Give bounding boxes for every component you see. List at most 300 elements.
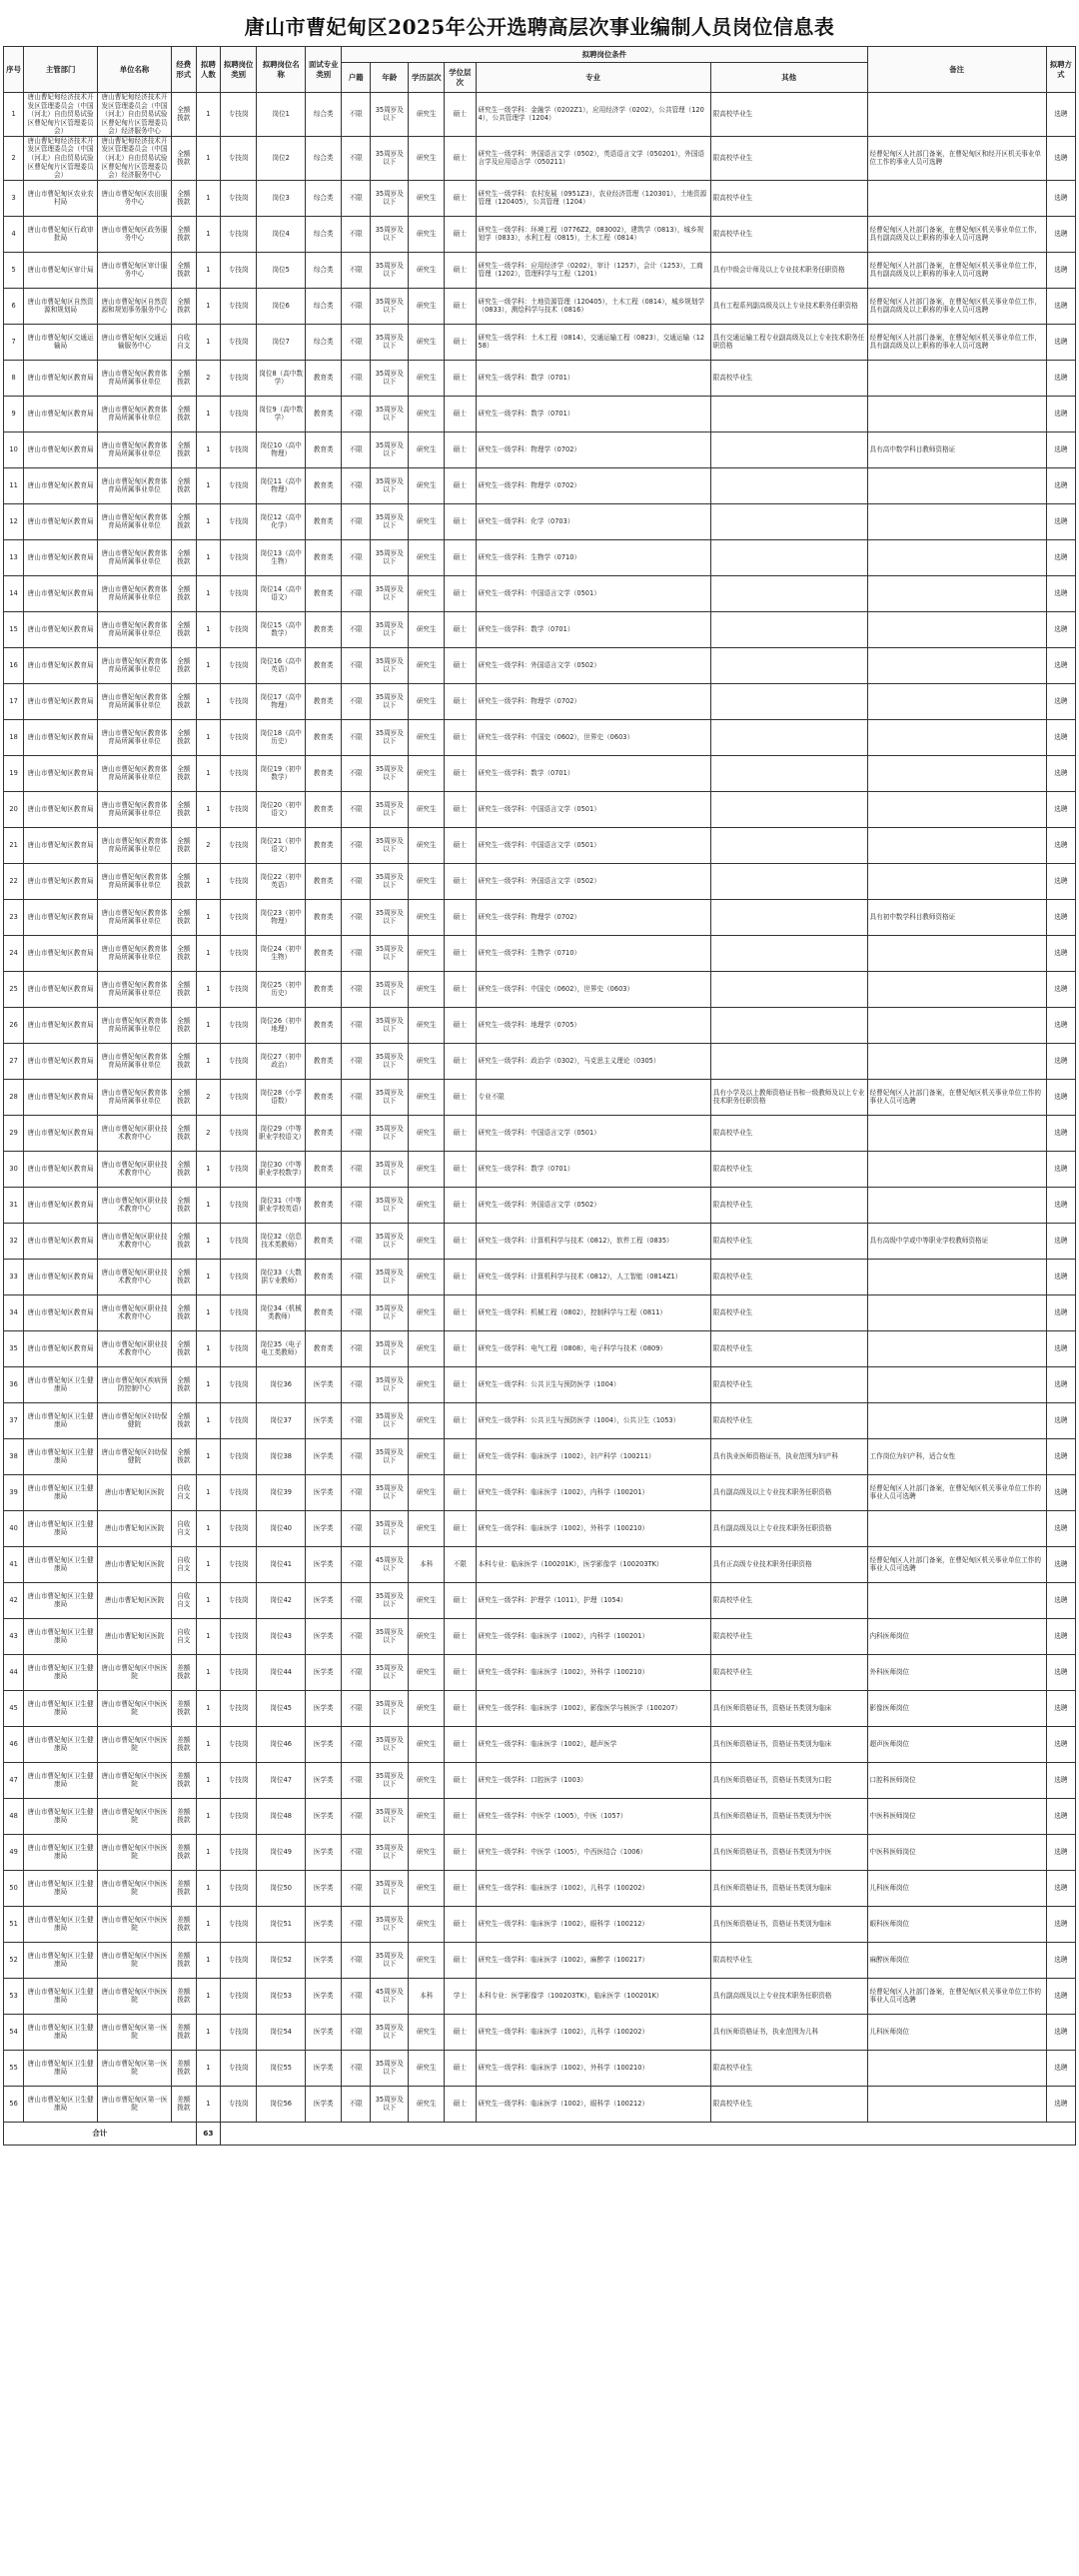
cell-seq: 16 xyxy=(4,647,24,683)
cell-dept: 唐山市曹妃甸区教育局 xyxy=(24,827,98,863)
cell-remarks xyxy=(867,611,1046,647)
cell-other xyxy=(710,791,867,827)
table-row xyxy=(4,1366,1076,1402)
cell-household: 不限 xyxy=(342,324,371,360)
table-row xyxy=(4,431,1076,467)
cell-post-category: 专技岗 xyxy=(221,93,257,137)
cell-exam-type: 医学类 xyxy=(306,1474,342,1510)
table-row xyxy=(4,136,1076,180)
cell-age: 35周岁及以下 xyxy=(371,1330,409,1366)
cell-major: 研究生一级学科：农村发展（0951Z3），农业经济管理（120301），土地资源管理（120405），公共管理（1204） xyxy=(476,180,710,216)
cell-count: 1 xyxy=(196,252,221,288)
cell-education: 研究生 xyxy=(409,93,445,137)
cell-dept: 唐山市曹妃甸区卫生健康局 xyxy=(24,1798,98,1834)
cell-household: 不限 xyxy=(342,1115,371,1151)
cell-other xyxy=(710,1043,867,1079)
cell-method: 选聘 xyxy=(1046,1690,1075,1726)
table-row xyxy=(4,1834,1076,1870)
table-row xyxy=(4,1187,1076,1223)
cell-funding: 全额拨款 xyxy=(171,1330,196,1366)
table-row xyxy=(4,1798,1076,1834)
cell-funding: 全额拨款 xyxy=(171,252,196,288)
cell-funding: 全额拨款 xyxy=(171,1223,196,1259)
header-exam-type: 面试专业类别 xyxy=(306,47,342,93)
cell-other: 具有医师资格证书，资格证书类别为中医 xyxy=(710,1798,867,1834)
cell-seq: 55 xyxy=(4,2050,24,2086)
cell-post-name: 岗位12（高中化学） xyxy=(257,503,306,539)
cell-other: 具有副高级及以上专业技术职务任职资格 xyxy=(710,1474,867,1510)
cell-post-category: 专技岗 xyxy=(221,1151,257,1187)
cell-degree: 硕士 xyxy=(445,791,476,827)
cell-major: 研究生一级学科：中国语言文学（0501） xyxy=(476,575,710,611)
cell-count: 1 xyxy=(196,1366,221,1402)
cell-method: 选聘 xyxy=(1046,1906,1075,1942)
cell-dept: 唐山市曹妃甸区卫生健康局 xyxy=(24,1978,98,2014)
cell-other: 限高校毕业生 xyxy=(710,1259,867,1294)
cell-unit: 唐山市曹妃甸区教育体育局所属事业单位 xyxy=(98,360,172,396)
cell-seq: 14 xyxy=(4,575,24,611)
cell-age: 35周岁及以下 xyxy=(371,216,409,252)
cell-education: 研究生 xyxy=(409,539,445,575)
cell-seq: 54 xyxy=(4,2014,24,2050)
cell-education: 研究生 xyxy=(409,1187,445,1223)
cell-exam-type: 教育类 xyxy=(306,1115,342,1151)
cell-major: 研究生一级学科：地理学（0705） xyxy=(476,1007,710,1043)
table-row xyxy=(4,467,1076,503)
cell-method: 选聘 xyxy=(1046,935,1075,971)
cell-unit: 唐山市曹妃甸区第一医院 xyxy=(98,2086,172,2122)
cell-education: 研究生 xyxy=(409,2086,445,2122)
cell-exam-type: 教育类 xyxy=(306,467,342,503)
cell-count: 1 xyxy=(196,503,221,539)
cell-household: 不限 xyxy=(342,935,371,971)
cell-age: 35周岁及以下 xyxy=(371,93,409,137)
cell-unit: 唐山市曹妃甸区教育体育局所属事业单位 xyxy=(98,1043,172,1079)
cell-count: 1 xyxy=(196,216,221,252)
cell-method: 选聘 xyxy=(1046,1978,1075,2014)
cell-method: 选聘 xyxy=(1046,1546,1075,1582)
cell-other: 具有医师资格证书，资格证书类别为口腔 xyxy=(710,1762,867,1798)
cell-post-name: 岗位28（小学语数） xyxy=(257,1079,306,1115)
cell-degree: 硕士 xyxy=(445,611,476,647)
cell-post-name: 岗位34（机械类教师） xyxy=(257,1294,306,1330)
table-row xyxy=(4,288,1076,324)
table-row xyxy=(4,1007,1076,1043)
cell-major: 研究生一级学科：土地资源管理（120405），土木工程（0814），城乡规划学（0833），测绘科学与技术（0816） xyxy=(476,288,710,324)
cell-post-name: 岗位29（中等职业学校语文） xyxy=(257,1115,306,1151)
cell-count: 2 xyxy=(196,1115,221,1151)
cell-remarks: 眼科医师岗位 xyxy=(867,1906,1046,1942)
cell-education: 研究生 xyxy=(409,1474,445,1510)
cell-seq: 6 xyxy=(4,288,24,324)
cell-major: 研究生一级学科：化学（0703） xyxy=(476,503,710,539)
cell-exam-type: 医学类 xyxy=(306,1906,342,1942)
cell-unit: 唐山市曹妃甸区教育体育局所属事业单位 xyxy=(98,467,172,503)
cell-exam-type: 教育类 xyxy=(306,539,342,575)
cell-other xyxy=(710,899,867,935)
cell-exam-type: 医学类 xyxy=(306,2086,342,2122)
cell-unit: 唐山市曹妃甸区医院 xyxy=(98,1582,172,1618)
cell-age: 35周岁及以下 xyxy=(371,827,409,863)
cell-age: 35周岁及以下 xyxy=(371,2050,409,2086)
table-row xyxy=(4,1618,1076,1654)
cell-exam-type: 教育类 xyxy=(306,360,342,396)
cell-count: 1 xyxy=(196,1510,221,1546)
cell-post-name: 岗位42 xyxy=(257,1582,306,1618)
cell-method: 选聘 xyxy=(1046,396,1075,431)
cell-exam-type: 医学类 xyxy=(306,1402,342,1438)
cell-seq: 28 xyxy=(4,1079,24,1115)
cell-remarks xyxy=(867,1043,1046,1079)
cell-funding: 全额拨款 xyxy=(171,216,196,252)
cell-unit: 唐山市曹妃甸区医院 xyxy=(98,1618,172,1654)
cell-funding: 差额拨款 xyxy=(171,1870,196,1906)
cell-exam-type: 教育类 xyxy=(306,1223,342,1259)
cell-major: 研究生一级学科：环境工程（0776Z2，083002），建筑学（0813），城乡规划学（0833），水利工程（0815），土木工程（0814） xyxy=(476,216,710,252)
cell-post-category: 专技岗 xyxy=(221,539,257,575)
cell-dept: 唐山市曹妃甸区教育局 xyxy=(24,467,98,503)
cell-count: 1 xyxy=(196,1151,221,1187)
cell-post-name: 岗位37 xyxy=(257,1402,306,1438)
cell-dept: 唐山市曹妃甸区教育局 xyxy=(24,1151,98,1187)
cell-post-category: 专技岗 xyxy=(221,1546,257,1582)
cell-other: 限高校毕业生 xyxy=(710,1402,867,1438)
cell-degree: 硕士 xyxy=(445,2050,476,2086)
cell-dept: 唐山市曹妃甸区教育局 xyxy=(24,719,98,755)
header-education: 学历层次 xyxy=(409,63,445,93)
cell-dept: 唐山市曹妃甸区教育局 xyxy=(24,1007,98,1043)
cell-major: 研究生一级学科：计算机科学与技术（0812），人工智能（0814Z1） xyxy=(476,1259,710,1294)
cell-seq: 5 xyxy=(4,252,24,288)
cell-age: 35周岁及以下 xyxy=(371,1870,409,1906)
cell-method: 选聘 xyxy=(1046,1438,1075,1474)
cell-post-name: 岗位51 xyxy=(257,1906,306,1942)
cell-method: 选聘 xyxy=(1046,1043,1075,1079)
cell-seq: 26 xyxy=(4,1007,24,1043)
cell-education: 研究生 xyxy=(409,719,445,755)
total-label: 合计 xyxy=(4,2122,197,2145)
cell-unit: 唐山市曹妃甸区职业技术教育中心 xyxy=(98,1223,172,1259)
cell-household: 不限 xyxy=(342,647,371,683)
cell-funding: 全额拨款 xyxy=(171,827,196,863)
cell-post-category: 专技岗 xyxy=(221,863,257,899)
cell-household: 不限 xyxy=(342,1510,371,1546)
cell-post-category: 专技岗 xyxy=(221,1978,257,2014)
cell-funding: 差额拨款 xyxy=(171,1834,196,1870)
cell-education: 研究生 xyxy=(409,575,445,611)
cell-degree: 硕士 xyxy=(445,1330,476,1366)
cell-dept: 唐山市曹妃甸区卫生健康局 xyxy=(24,1510,98,1546)
cell-education: 研究生 xyxy=(409,136,445,180)
cell-age: 35周岁及以下 xyxy=(371,899,409,935)
cell-post-name: 岗位48 xyxy=(257,1798,306,1834)
cell-major: 研究生一级学科：临床医学（1002），超声医学 xyxy=(476,1726,710,1762)
cell-other xyxy=(710,1007,867,1043)
cell-household: 不限 xyxy=(342,1294,371,1330)
cell-household: 不限 xyxy=(342,1726,371,1762)
cell-education: 研究生 xyxy=(409,1654,445,1690)
cell-post-name: 岗位31（中等职业学校英语） xyxy=(257,1187,306,1223)
cell-age: 35周岁及以下 xyxy=(371,1834,409,1870)
cell-remarks xyxy=(867,1115,1046,1151)
cell-remarks xyxy=(867,180,1046,216)
cell-count: 1 xyxy=(196,1330,221,1366)
cell-seq: 43 xyxy=(4,1618,24,1654)
cell-other: 具有医师资格证书，资格证书类别为中医 xyxy=(710,1834,867,1870)
cell-dept: 唐山市曹妃甸区卫生健康局 xyxy=(24,2086,98,2122)
cell-unit: 唐山市曹妃甸区职业技术教育中心 xyxy=(98,1187,172,1223)
cell-seq: 40 xyxy=(4,1510,24,1546)
cell-post-category: 专技岗 xyxy=(221,719,257,755)
table-row xyxy=(4,252,1076,288)
cell-education: 研究生 xyxy=(409,431,445,467)
cell-remarks xyxy=(867,2050,1046,2086)
cell-exam-type: 综合类 xyxy=(306,288,342,324)
cell-dept: 唐山市曹妃甸区教育局 xyxy=(24,575,98,611)
cell-post-name: 岗位46 xyxy=(257,1726,306,1762)
cell-funding: 全额拨款 xyxy=(171,180,196,216)
cell-age: 35周岁及以下 xyxy=(371,935,409,971)
cell-post-name: 岗位49 xyxy=(257,1834,306,1870)
cell-seq: 24 xyxy=(4,935,24,971)
cell-seq: 32 xyxy=(4,1223,24,1259)
cell-count: 1 xyxy=(196,971,221,1007)
cell-degree: 硕士 xyxy=(445,899,476,935)
cell-funding: 全额拨款 xyxy=(171,467,196,503)
cell-count: 1 xyxy=(196,935,221,971)
cell-education: 研究生 xyxy=(409,1690,445,1726)
cell-unit: 唐山市曹妃甸区教育体育局所属事业单位 xyxy=(98,539,172,575)
cell-seq: 25 xyxy=(4,971,24,1007)
cell-major: 研究生一级学科：外国语言文学（0502） xyxy=(476,1187,710,1223)
cell-post-category: 专技岗 xyxy=(221,1726,257,1762)
cell-post-name: 岗位33（大数据专业教师） xyxy=(257,1259,306,1294)
cell-household: 不限 xyxy=(342,539,371,575)
cell-seq: 31 xyxy=(4,1187,24,1223)
cell-exam-type: 教育类 xyxy=(306,935,342,971)
cell-unit: 唐山市曹妃甸区中医医院 xyxy=(98,1978,172,2014)
cell-dept: 唐山市曹妃甸区教育局 xyxy=(24,1079,98,1115)
cell-funding: 全额拨款 xyxy=(171,288,196,324)
cell-count: 1 xyxy=(196,396,221,431)
cell-household: 不限 xyxy=(342,1043,371,1079)
cell-age: 35周岁及以下 xyxy=(371,791,409,827)
cell-other xyxy=(710,755,867,791)
cell-funding: 全额拨款 xyxy=(171,863,196,899)
cell-post-category: 专技岗 xyxy=(221,1690,257,1726)
cell-method: 选聘 xyxy=(1046,216,1075,252)
cell-remarks xyxy=(867,1330,1046,1366)
cell-post-name: 岗位1 xyxy=(257,93,306,137)
cell-method: 选聘 xyxy=(1046,1223,1075,1259)
cell-post-category: 专技岗 xyxy=(221,971,257,1007)
cell-household: 不限 xyxy=(342,396,371,431)
cell-other: 具有医师资格证书，执业范围为儿科 xyxy=(710,2014,867,2050)
cell-dept: 唐山市曹妃甸区教育局 xyxy=(24,539,98,575)
cell-remarks xyxy=(867,396,1046,431)
cell-dept: 唐山市曹妃甸区卫生健康局 xyxy=(24,1582,98,1618)
cell-funding: 自收自支 xyxy=(171,1510,196,1546)
cell-degree: 硕士 xyxy=(445,935,476,971)
cell-method: 选聘 xyxy=(1046,2014,1075,2050)
cell-major: 研究生一级学科：临床医学（1002），外科学（100210） xyxy=(476,2050,710,2086)
cell-funding: 全额拨款 xyxy=(171,539,196,575)
cell-degree: 硕士 xyxy=(445,503,476,539)
cell-count: 1 xyxy=(196,1402,221,1438)
cell-post-name: 岗位41 xyxy=(257,1546,306,1582)
header-major: 专业 xyxy=(476,63,710,93)
cell-unit: 唐山市曹妃甸区疾病预防控制中心 xyxy=(98,1366,172,1402)
cell-method: 选聘 xyxy=(1046,360,1075,396)
cell-post-name: 岗位56 xyxy=(257,2086,306,2122)
cell-degree: 硕士 xyxy=(445,216,476,252)
cell-dept: 唐山市曹妃甸区教育局 xyxy=(24,863,98,899)
cell-remarks: 具有初中数学科目教师资格证 xyxy=(867,899,1046,935)
cell-remarks xyxy=(867,467,1046,503)
cell-age: 35周岁及以下 xyxy=(371,1654,409,1690)
cell-seq: 8 xyxy=(4,360,24,396)
cell-dept: 唐山市曹妃甸区行政审批局 xyxy=(24,216,98,252)
cell-dept: 唐山市曹妃甸区卫生健康局 xyxy=(24,1546,98,1582)
cell-post-name: 岗位53 xyxy=(257,1978,306,2014)
cell-method: 选聘 xyxy=(1046,827,1075,863)
table-row xyxy=(4,93,1076,137)
cell-post-category: 专技岗 xyxy=(221,431,257,467)
cell-dept: 唐山市曹妃甸区卫生健康局 xyxy=(24,1402,98,1438)
cell-remarks: 口腔科医师岗位 xyxy=(867,1762,1046,1798)
cell-funding: 差额拨款 xyxy=(171,1978,196,2014)
cell-remarks xyxy=(867,1259,1046,1294)
cell-other: 限高校毕业生 xyxy=(710,216,867,252)
table-row xyxy=(4,1402,1076,1438)
table-row xyxy=(4,2050,1076,2086)
cell-seq: 36 xyxy=(4,1366,24,1402)
cell-post-name: 岗位44 xyxy=(257,1654,306,1690)
cell-education: 研究生 xyxy=(409,1726,445,1762)
cell-other: 限高校毕业生 xyxy=(710,1294,867,1330)
cell-method: 选聘 xyxy=(1046,1079,1075,1115)
cell-major: 研究生一级学科：数学（0701） xyxy=(476,755,710,791)
cell-count: 1 xyxy=(196,575,221,611)
page-title: 唐山市曹妃甸区2025年公开选聘高层次事业编制人员岗位信息表 xyxy=(244,15,835,39)
cell-household: 不限 xyxy=(342,1870,371,1906)
cell-education: 研究生 xyxy=(409,324,445,360)
cell-funding: 全额拨款 xyxy=(171,719,196,755)
table-row xyxy=(4,1978,1076,2014)
cell-household: 不限 xyxy=(342,1978,371,2014)
cell-education: 研究生 xyxy=(409,1618,445,1654)
cell-count: 1 xyxy=(196,1798,221,1834)
cell-household: 不限 xyxy=(342,1007,371,1043)
cell-method: 选聘 xyxy=(1046,467,1075,503)
table-row xyxy=(4,647,1076,683)
cell-age: 35周岁及以下 xyxy=(371,1366,409,1402)
cell-degree: 硕士 xyxy=(445,396,476,431)
header-seq: 序号 xyxy=(4,47,24,93)
cell-unit: 唐山市曹妃甸区教育体育局所属事业单位 xyxy=(98,611,172,647)
cell-unit: 唐山市曹妃甸区教育体育局所属事业单位 xyxy=(98,503,172,539)
cell-remarks: 经曹妃甸区人社部门备案，在曹妃甸区机关事业单位工作，具有副高级及以上职称的事业人员可选聘 xyxy=(867,324,1046,360)
cell-education: 研究生 xyxy=(409,791,445,827)
cell-count: 1 xyxy=(196,1007,221,1043)
cell-remarks xyxy=(867,360,1046,396)
cell-post-category: 专技岗 xyxy=(221,1438,257,1474)
cell-post-category: 专技岗 xyxy=(221,1798,257,1834)
cell-funding: 全额拨款 xyxy=(171,1294,196,1330)
cell-unit: 唐山市曹妃甸区教育体育局所属事业单位 xyxy=(98,431,172,467)
cell-age: 35周岁及以下 xyxy=(371,719,409,755)
cell-household: 不限 xyxy=(342,755,371,791)
cell-post-name: 岗位40 xyxy=(257,1510,306,1546)
cell-funding: 全额拨款 xyxy=(171,611,196,647)
cell-seq: 23 xyxy=(4,899,24,935)
cell-household: 不限 xyxy=(342,136,371,180)
cell-education: 研究生 xyxy=(409,1906,445,1942)
table-row xyxy=(4,899,1076,935)
cell-age: 35周岁及以下 xyxy=(371,2014,409,2050)
cell-remarks: 具有高中数学科目教师资格证 xyxy=(867,431,1046,467)
cell-education: 研究生 xyxy=(409,1942,445,1978)
cell-major: 研究生一级学科：生物学（0710） xyxy=(476,935,710,971)
cell-method: 选聘 xyxy=(1046,575,1075,611)
cell-degree: 硕士 xyxy=(445,1223,476,1259)
header-count: 拟聘人数 xyxy=(196,47,221,93)
cell-household: 不限 xyxy=(342,1834,371,1870)
cell-exam-type: 教育类 xyxy=(306,827,342,863)
cell-remarks xyxy=(867,93,1046,137)
cell-post-category: 专技岗 xyxy=(221,755,257,791)
cell-age: 35周岁及以下 xyxy=(371,1690,409,1726)
cell-count: 1 xyxy=(196,1726,221,1762)
cell-household: 不限 xyxy=(342,1223,371,1259)
cell-degree: 硕士 xyxy=(445,1115,476,1151)
cell-funding: 差额拨款 xyxy=(171,1690,196,1726)
cell-household: 不限 xyxy=(342,1690,371,1726)
cell-other xyxy=(710,431,867,467)
cell-household: 不限 xyxy=(342,1187,371,1223)
cell-count: 1 xyxy=(196,719,221,755)
cell-post-category: 专技岗 xyxy=(221,180,257,216)
cell-count: 1 xyxy=(196,1618,221,1654)
cell-unit: 唐山市曹妃甸区交通运输服务中心 xyxy=(98,324,172,360)
cell-unit: 唐山市曹妃甸区教育体育局所属事业单位 xyxy=(98,1079,172,1115)
cell-exam-type: 教育类 xyxy=(306,863,342,899)
cell-other xyxy=(710,719,867,755)
cell-age: 35周岁及以下 xyxy=(371,1474,409,1510)
cell-unit: 唐山市曹妃甸区职业技术教育中心 xyxy=(98,1330,172,1366)
cell-major: 研究生一级学科：生物学（0710） xyxy=(476,539,710,575)
cell-household: 不限 xyxy=(342,1762,371,1798)
cell-post-name: 岗位23（初中物理） xyxy=(257,899,306,935)
cell-degree: 硕士 xyxy=(445,1726,476,1762)
cell-other: 限高校毕业生 xyxy=(710,1366,867,1402)
cell-seq: 45 xyxy=(4,1690,24,1726)
cell-remarks xyxy=(867,539,1046,575)
cell-post-name: 岗位27（初中政治） xyxy=(257,1043,306,1079)
cell-dept: 唐山市曹妃甸区教育局 xyxy=(24,755,98,791)
cell-unit: 唐山市曹妃甸区教育体育局所属事业单位 xyxy=(98,683,172,719)
table-header xyxy=(4,47,1076,93)
cell-method: 选聘 xyxy=(1046,1618,1075,1654)
cell-remarks xyxy=(867,1187,1046,1223)
cell-remarks xyxy=(867,1510,1046,1546)
cell-other xyxy=(710,396,867,431)
cell-post-name: 岗位50 xyxy=(257,1870,306,1906)
cell-age: 35周岁及以下 xyxy=(371,1510,409,1546)
cell-count: 1 xyxy=(196,863,221,899)
cell-method: 选聘 xyxy=(1046,252,1075,288)
header-other: 其他 xyxy=(710,63,867,93)
